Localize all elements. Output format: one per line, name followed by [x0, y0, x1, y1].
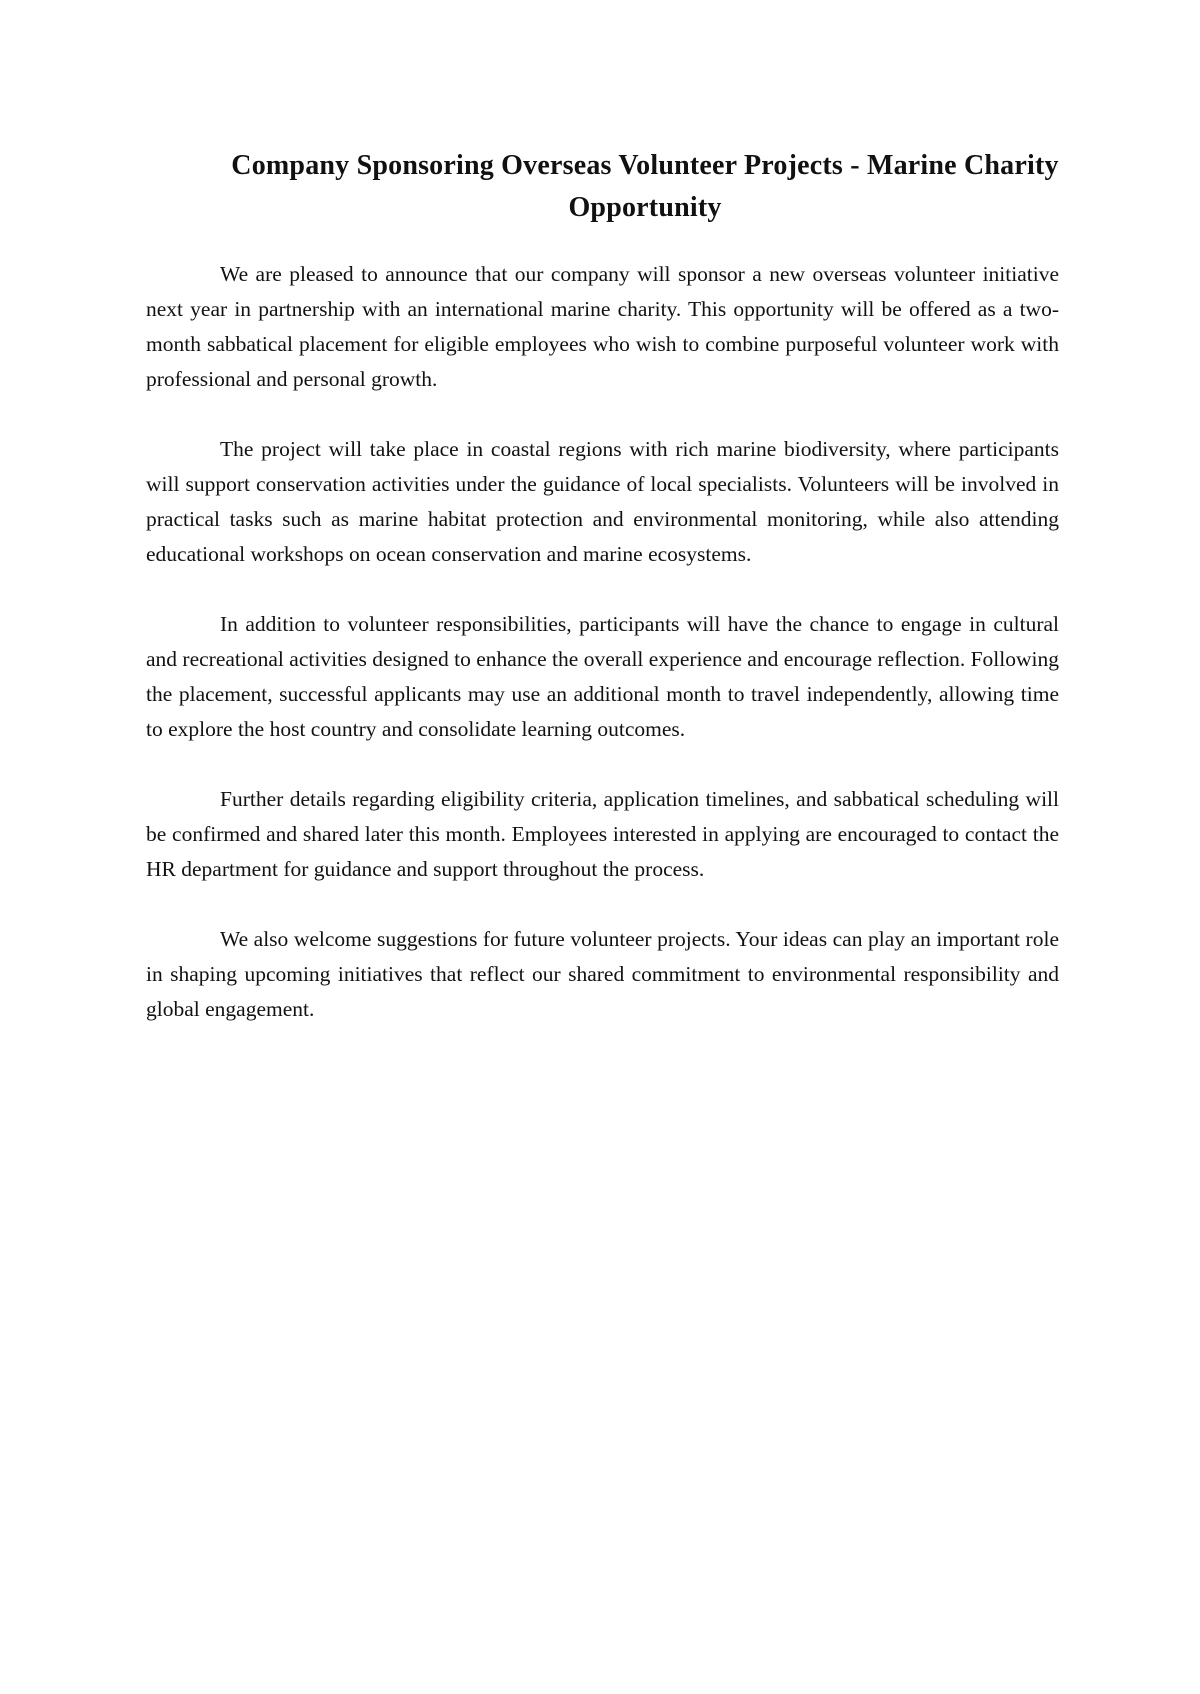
paragraph-further-details: Further details regarding eligibility criteria, application timelines, and sabbatical scheduling will be confirmed and shared later this month. Employees interested in applying are encouraged to contact the HR department for guidance and support throughout the process.: [146, 787, 1059, 881]
paragraph-additional-activities: In addition to volunteer responsibilities, participants will have the chance to engage in cultural and recreational activities designed to enhance the overall experience and encourage reflection. Following the placement, successful applicants may use an additional month to travel independently, allowing time to explore the host country and consolidate learning outcomes.: [146, 612, 1059, 741]
document-title: Company Sponsoring Overseas Volunteer Projects - Marine Charity Opportunity: [231, 150, 1059, 223]
document-body: [146, 257, 1059, 1062]
paragraph-project-details: The project will take place in coastal regions with rich marine biodiversity, where participants will support conservation activities under the guidance of local specialists. Volunteers will be involved in practical tasks such as marine habitat protection and environmental monitoring, while also attending educational workshops on ocean conservation and marine ecosystems.: [146, 437, 1059, 566]
paragraph-announcement: We are pleased to announce that our company will sponsor a new overseas volunteer initiative next year in partnership with an international marine charity. This opportunity will be offered as a two-month sabbatical placement for eligible employees who wish to combine purposeful volunteer work with professional and personal growth.: [146, 262, 1059, 391]
paragraph-suggestions: We also welcome suggestions for future volunteer projects. Your ideas can play an important role in shaping upcoming initiatives that reflect our shared commitment to environmental responsibility and global engagement.: [146, 927, 1059, 1021]
